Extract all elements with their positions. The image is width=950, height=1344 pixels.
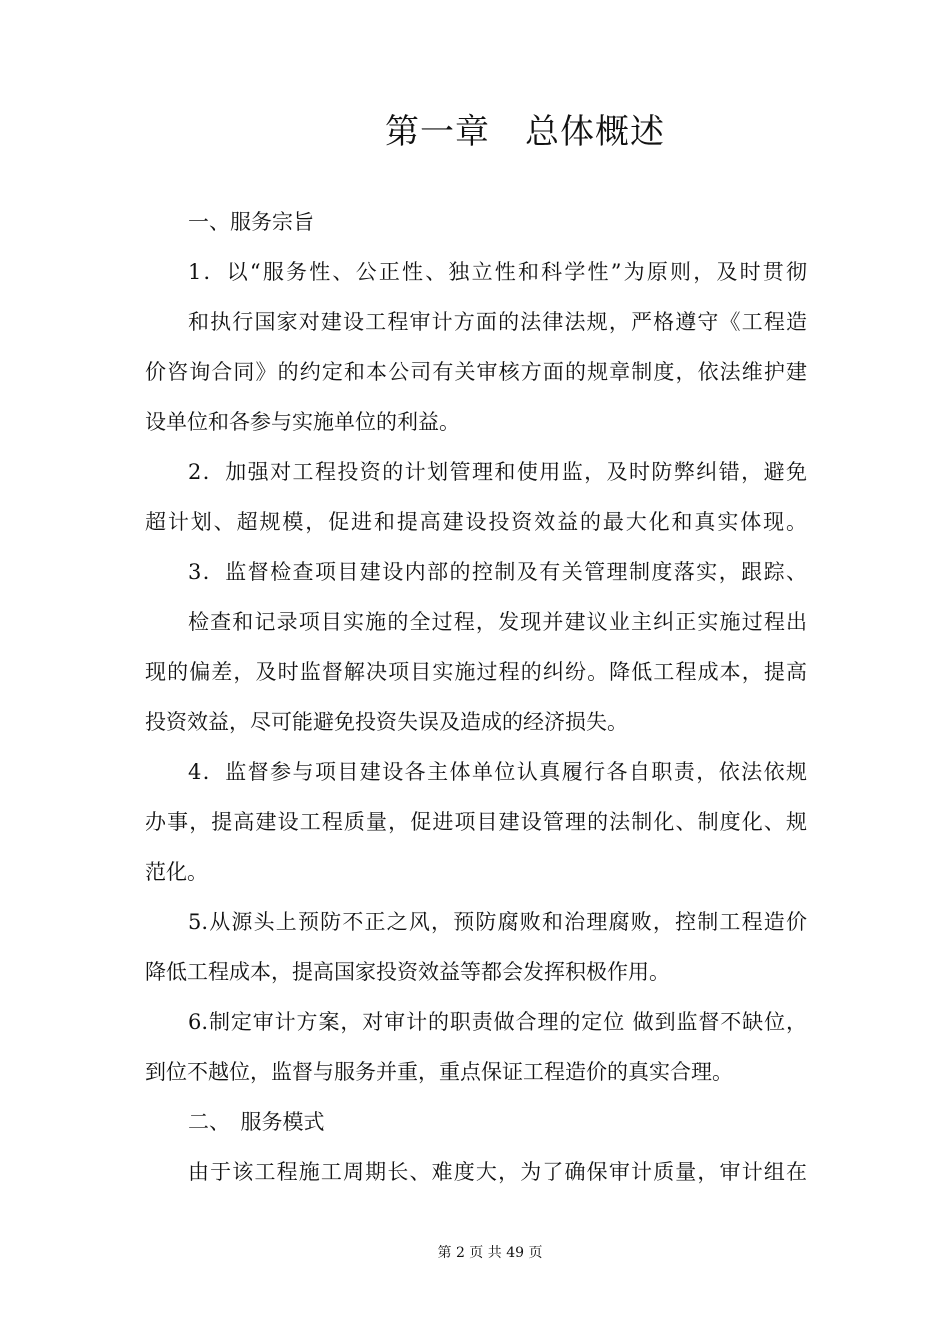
- paragraph-line: 现的偏差，及时监督解决项目实施过程的纠纷。降低工程成本，提高: [145, 660, 807, 684]
- section-heading-service-purpose: 一、服务宗旨: [188, 210, 314, 234]
- paragraph-line: 5.从源头上预防不正之风，预防腐败和治理腐败，控制工程造价: [188, 910, 807, 934]
- paragraph-line: 办事，提高建设工程质量，促进项目建设管理的法制化、制度化、规: [145, 810, 807, 834]
- paragraph-line: 范化。: [145, 860, 208, 884]
- paragraph-line: 6.制定审计方案，对审计的职责做合理的定位 做到监督不缺位，: [188, 1010, 807, 1034]
- paragraph-line: 由于该工程施工周期长、难度大，为了确保审计质量，审计组在: [188, 1160, 807, 1184]
- page-number-footer: 第 2 页 共 49 页: [437, 1245, 543, 1261]
- chapter-title: 第一章 总体概述: [385, 112, 665, 152]
- paragraph-line: 降低工程成本，提高国家投资效益等都会发挥积极作用。: [145, 960, 670, 984]
- paragraph-line: 超计划、超规模，促进和提高建设投资效益的最大化和真实体现。: [145, 510, 807, 534]
- paragraph-line: 到位不越位，监督与服务并重，重点保证工程造价的真实合理。: [145, 1060, 733, 1084]
- paragraph-line: 投资效益，尽可能避免投资失误及造成的经济损失。: [145, 710, 628, 734]
- paragraph-line: 设单位和各参与实施单位的利益。: [145, 410, 460, 434]
- paragraph-line: 价咨询合同》的约定和本公司有关审核方面的规章制度，依法维护建: [145, 360, 807, 384]
- paragraph-line: 4．监督参与项目建设各主体单位认真履行各自职责，依法依规: [188, 760, 807, 784]
- paragraph-line: 3．监督检查项目建设内部的控制及有关管理制度落实，跟踪、: [188, 560, 807, 584]
- paragraph-line: 1．以“服务性、公正性、独立性和科学性”为原则，及时贯彻: [188, 260, 807, 284]
- section-heading-service-mode: 二、 服务模式: [188, 1110, 325, 1134]
- paragraph-line: 2．加强对工程投资的计划管理和使用监，及时防弊纠错，避免: [188, 460, 807, 484]
- paragraph-line: 和执行国家对建设工程审计方面的法律法规，严格遵守《工程造: [188, 310, 807, 334]
- paragraph-line: 检查和记录项目实施的全过程，发现并建议业主纠正实施过程出: [188, 610, 807, 634]
